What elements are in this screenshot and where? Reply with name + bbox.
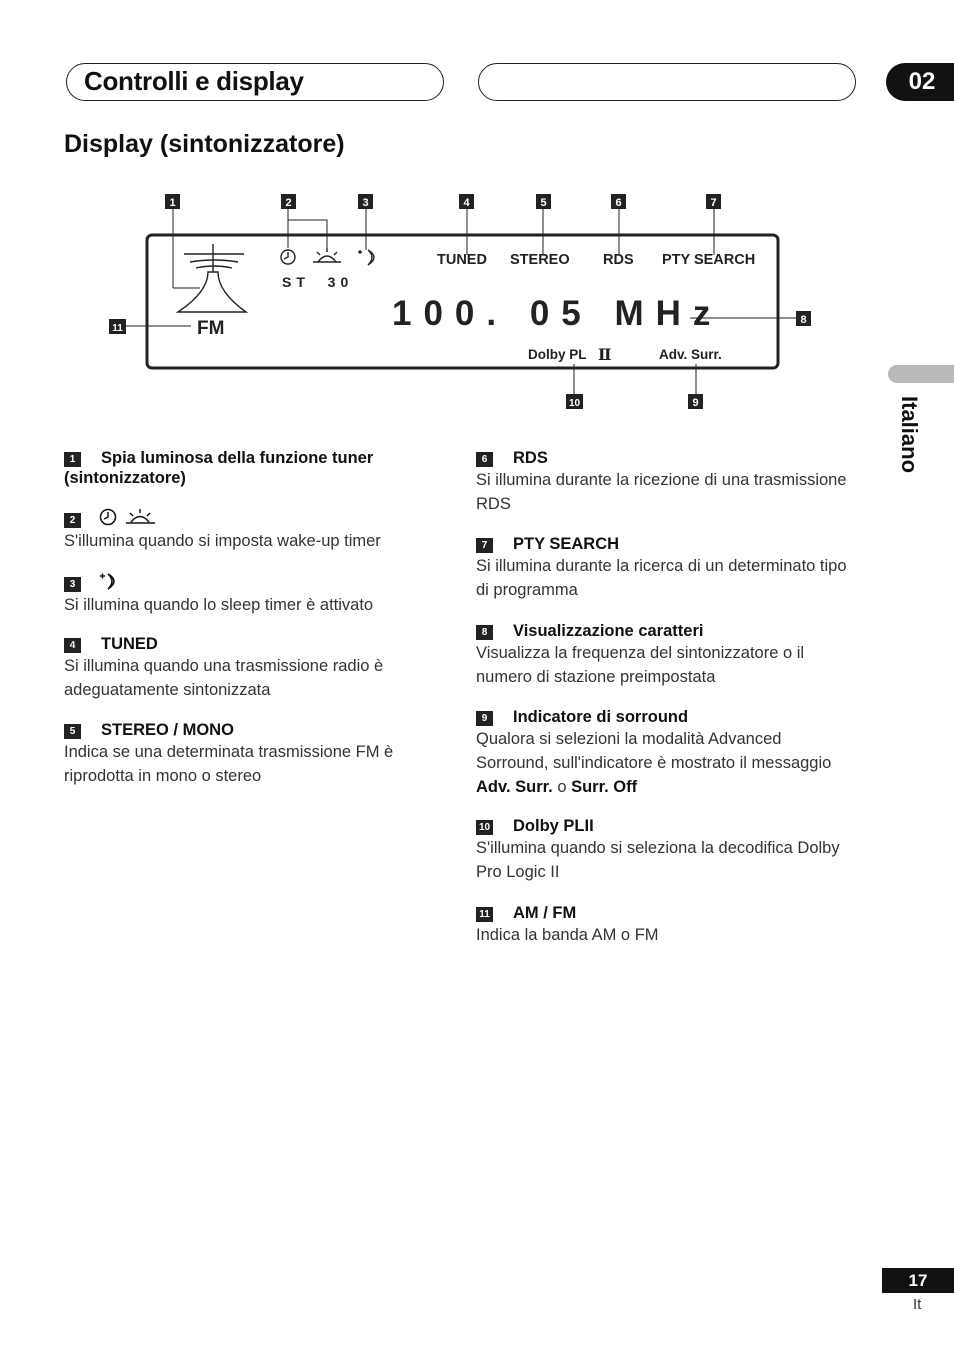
item-6 xyxy=(476,448,856,516)
item-7 xyxy=(476,534,856,602)
item-number: 9 xyxy=(476,711,493,726)
language-label: Italiano xyxy=(897,396,922,474)
item-2 xyxy=(64,507,444,553)
rds-indicator: RDS xyxy=(603,252,634,268)
adv-surr-indicator: Adv. Surr. xyxy=(659,347,722,362)
sleep-moon-icon xyxy=(98,571,120,591)
sunrise-icon xyxy=(126,509,155,523)
item-number: 11 xyxy=(476,907,493,922)
tuner-antenna-icon xyxy=(178,244,246,312)
item-number: 1 xyxy=(64,452,81,467)
item-description: Si illumina quando lo sleep timer è attivato xyxy=(64,596,374,614)
item-number: 5 xyxy=(64,724,81,739)
item-title: TUNED xyxy=(101,635,158,653)
item-description: Indica la banda AM o FM xyxy=(476,926,659,944)
chapter-tab: 02 xyxy=(886,63,954,101)
item-description: Visualizza la frequenza del sintonizzatore o il numero di stazione preimpostata xyxy=(476,644,805,686)
band-indicator: FM xyxy=(197,318,225,339)
clock-icon xyxy=(281,250,295,264)
page-language-code: It xyxy=(913,1296,922,1313)
item-number: 2 xyxy=(64,513,81,528)
callout-1: 1 xyxy=(169,197,176,209)
adv-surr-term: Adv. Surr. xyxy=(476,778,553,796)
item-9 xyxy=(476,707,856,799)
frequency-readout: 100. 05 MHz xyxy=(392,294,723,333)
item-title: PTY SEARCH xyxy=(513,535,620,553)
callout-5: 5 xyxy=(540,197,547,209)
item-description: Si illumina quando una trasmissione radio è adeguatamente sintonizzata xyxy=(64,657,384,699)
header-title: Controlli e display xyxy=(84,66,304,96)
item-number: 10 xyxy=(476,820,493,835)
callout-3: 3 xyxy=(362,197,369,209)
sunrise-icon xyxy=(313,248,341,262)
dolby-indicator: Dolby PL xyxy=(528,347,587,362)
item-10 xyxy=(476,816,856,884)
tuner-display-diagram xyxy=(0,0,954,430)
callout-6: 6 xyxy=(615,197,622,209)
item-description: Si illumina durante la ricerca di un determinato tipo di programma xyxy=(476,557,847,599)
item-description: Qualora si selezioni la modalità Advanced Sorround, sull'indicatore è mostrato il messaggio Adv. Surr. o Surr. Off xyxy=(476,730,832,796)
item-title: RDS xyxy=(513,449,548,467)
item-description: Indica se una determinata trasmissione FM è riprodotta in mono o stereo xyxy=(64,743,394,785)
sleep-moon-icon xyxy=(358,250,374,265)
item-8 xyxy=(476,621,856,689)
item-number: 8 xyxy=(476,625,493,640)
clock-readout: ST 30 xyxy=(282,274,354,290)
wake-timer-icons xyxy=(98,507,158,527)
item-title: Dolby PLII xyxy=(513,817,594,835)
clock-icon xyxy=(100,510,115,525)
item-3 xyxy=(64,571,444,617)
callout-7: 7 xyxy=(710,197,717,209)
item-number: 3 xyxy=(64,577,81,592)
item-title: Visualizzazione caratteri xyxy=(513,622,704,640)
pty-search-indicator: PTY SEARCH xyxy=(662,252,756,268)
item-description: S'illumina quando si seleziona la decodifica Dolby Pro Logic II xyxy=(476,839,840,881)
callout-11: 11 xyxy=(112,323,123,334)
item-4 xyxy=(64,634,444,702)
item-description: S'illumina quando si imposta wake-up timer xyxy=(64,532,381,550)
stereo-indicator: STEREO xyxy=(510,252,570,268)
dolby-ii-symbol: Ⅱ xyxy=(598,345,612,364)
item-description: Si illumina durante la ricezione di una trasmissione RDS xyxy=(476,471,847,513)
page-number: 17 xyxy=(882,1268,954,1293)
surr-off-term: Surr. Off xyxy=(571,778,638,796)
item-title: AM / FM xyxy=(513,904,577,922)
item-title: STEREO / MONO xyxy=(101,721,234,739)
section-title: Display (sintonizzatore) xyxy=(64,130,345,158)
callout-10: 10 xyxy=(568,398,581,409)
item-title: Spia luminosa della funzione tuner (sintonizzatore) xyxy=(64,449,374,487)
item-11 xyxy=(476,903,856,947)
item-5 xyxy=(64,720,444,788)
tuned-indicator: TUNED xyxy=(437,252,487,268)
callout-8: 8 xyxy=(800,314,807,326)
item-1 xyxy=(64,448,444,488)
callout-9: 9 xyxy=(692,397,699,409)
item-number: 7 xyxy=(476,538,493,553)
item-title: Indicatore di sorround xyxy=(513,708,689,726)
callout-2: 2 xyxy=(285,197,292,209)
item-number: 4 xyxy=(64,638,81,653)
item-number: 6 xyxy=(476,452,493,467)
callout-4: 4 xyxy=(463,197,470,209)
